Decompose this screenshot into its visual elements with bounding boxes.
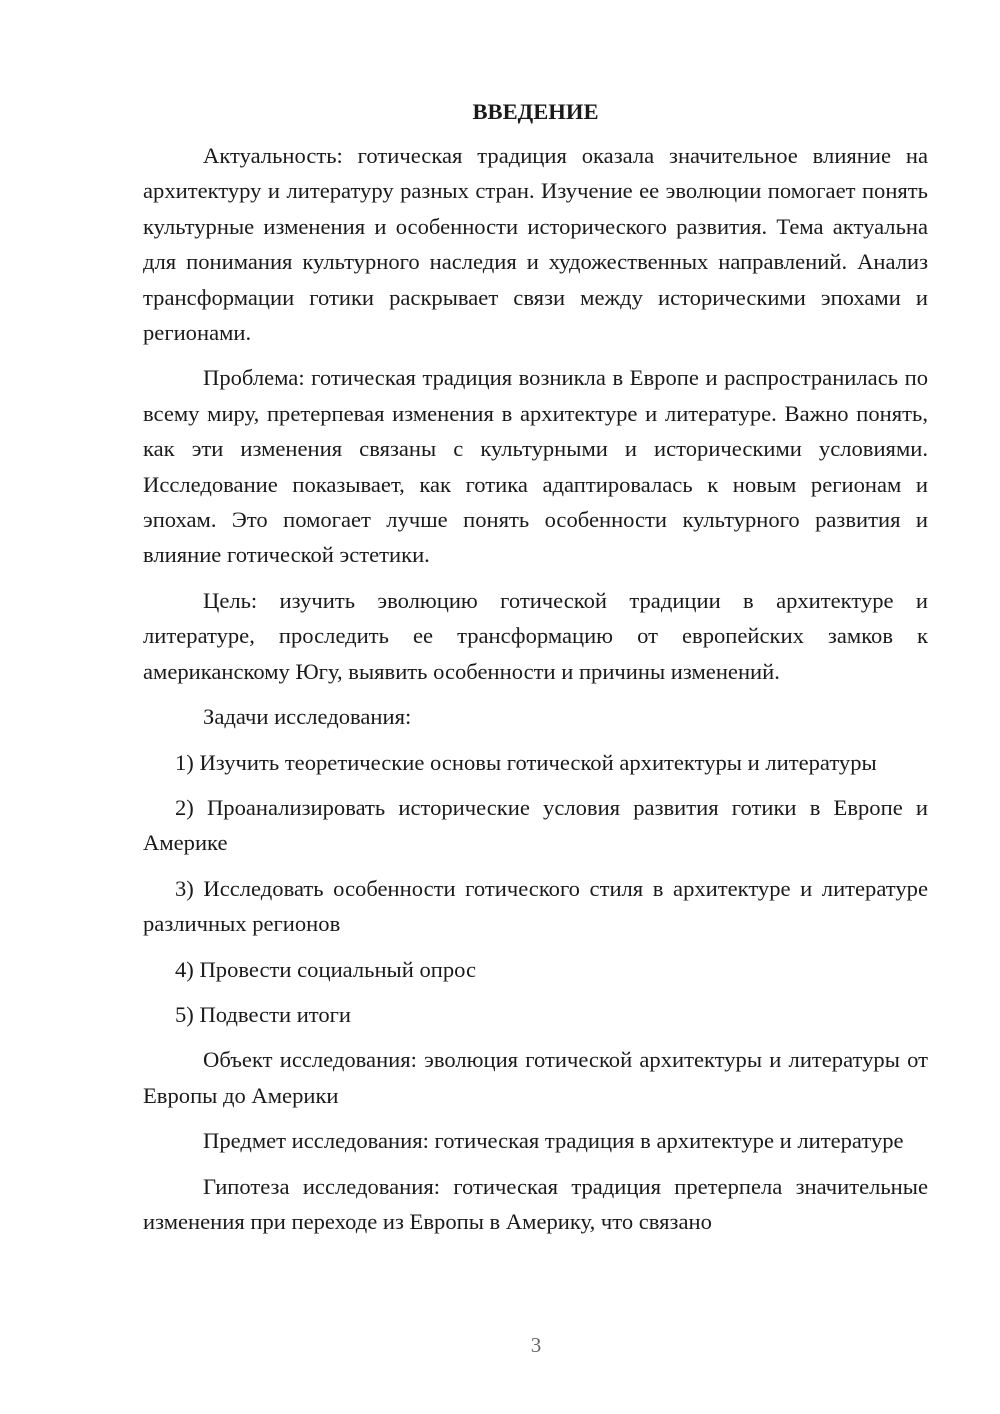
task-item-5: 5) Подвести итоги xyxy=(175,1001,352,1027)
paragraph-hypothesis: Гипотеза исследования: готическая традиция претерпела значительные изменения при переходе из Европы в Америку, что связано xyxy=(143,1173,928,1234)
task-item-2: 2) Проанализировать исторические условия развития готики в Европе и Америке xyxy=(143,794,928,856)
paragraph-subject: Предмет исследования: готическая традиция в архитектуре и литературе xyxy=(203,1128,904,1154)
paragraph-tasks-heading: Задачи исследования: xyxy=(203,704,412,730)
paragraph-problem: Проблема: готическая традиция возникла в Европе и распространилась по всему миру, претерпевая изменения в архитектуре и литературе. Важно понять, как эти изменения связаны с культурными и историческими условиями. Исследование показывает, как готика адаптировалась к новым регионам и эпохам. Это помогает лучше понять особенности культурного развития и влияние готической эстетики. xyxy=(143,365,928,568)
section-title: ВВЕДЕНИЕ xyxy=(472,99,599,124)
paragraph-relevance: Актуальность: готическая традиция оказала значительное влияние на архитектуру и литературу разных стран. Изучение ее эволюции помогает понять культурные изменения и особенности исторического развития. Тема актуальна для понимания культурного наследия и художественных направлений. Анализ трансформации готики раскрывает связи между историческими эпохами и регионами. xyxy=(143,143,928,346)
paragraph-object: Объект исследования: эволюция готической архитектуры и литературы от Европы до Америки xyxy=(143,1047,928,1108)
page-number: 3 xyxy=(530,1333,542,1357)
page-content xyxy=(143,96,928,1249)
task-item-3: 3) Исследовать особенности готического стиля в архитектуре и литературе различных регионов xyxy=(143,875,928,937)
paragraph-goal: Цель: изучить эволюцию готической традиции в архитектуре и литературе, проследить ее трансформацию от европейских замков к американскому Югу, выявить особенности и причины изменений. xyxy=(143,587,928,684)
task-item-4: 4) Провести социальный опрос xyxy=(175,956,477,982)
task-item-1: 1) Изучить теоретические основы готической архитектуры и литературы xyxy=(175,749,877,775)
